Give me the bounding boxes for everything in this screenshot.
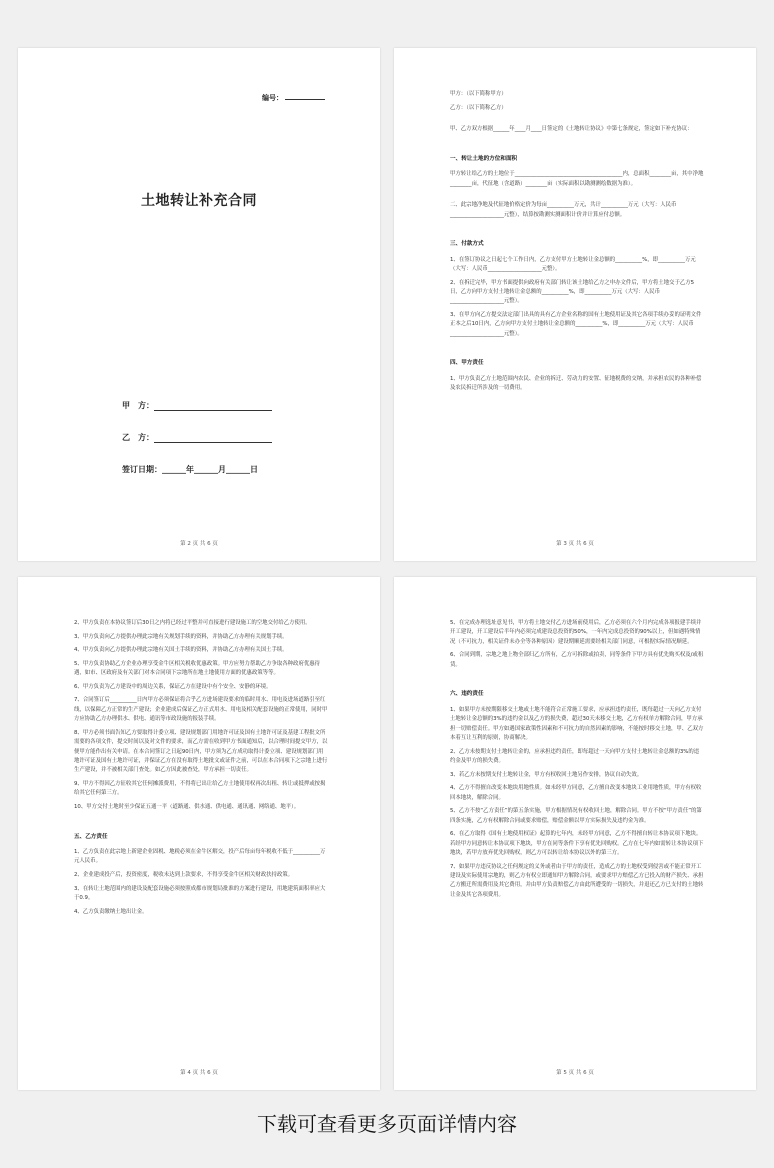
page-4	[18, 577, 380, 1090]
party-b-blank	[154, 442, 272, 443]
contract-number-label: 编号：	[262, 94, 283, 102]
download-caption: 下载可查看更多页面详情内容	[257, 1112, 517, 1136]
page-cover	[18, 48, 380, 561]
page-5	[394, 577, 756, 1090]
page-footer: 第 2 页 共 6 页	[180, 541, 218, 547]
paragraph: 2、在拆迁完毕，甲方书面提供向政府有关部门转让该土地给乙方之申办文件后，甲方将土地交于乙方5日，乙方向甲方支付土地转让金总额的__________%，即__________万元（大写：人民币____________________元整）。	[450, 279, 695, 305]
paragraph: 乙方：（以下简称乙方）	[450, 104, 507, 111]
page-3	[394, 48, 756, 561]
paragraph: 甲方转让给乙方的土地位于________________________________________内，总面积________亩，其中净地________亩，代征地（含道路）________亩（实际面积以勘测测绘数据为准）。	[450, 171, 704, 187]
spacer	[450, 193, 704, 201]
spacer	[450, 139, 704, 147]
paragraph: 6、甲方负责为乙方建设中的周边关系，保证乙方在建设中有个安全、安静的环境。	[74, 683, 272, 690]
paragraph: 3、若乙方未按期支付土地转让金，甲方有权收回土地另作安排，协议自动失效。	[450, 771, 643, 778]
page-content	[450, 90, 704, 398]
paragraph: 4、甲方负责向乙方提供办理此宗地有关国土手续的资料，并协助乙方办理有关国土手续。	[74, 647, 288, 654]
paragraph: 4、乙方负责缴纳土地出让金。	[74, 908, 148, 915]
page-footer: 第 4 页 共 6 页	[180, 1070, 218, 1076]
page-content	[74, 619, 328, 921]
section-heading: 三、付款方式	[450, 241, 484, 248]
paragraph: 7、合同签订后__________日内甲方必须保证将合乎乙方进场建设要求的临时用水、用电及进场道路引至红线，以保障乙方正常的生产建设；企业建成后保证乙方正式用水、用电及相关配套设施的正常使用，同时甲方应协助乙方办理供水、供电、通讯等市政设施的报装手续。	[74, 697, 328, 723]
section-heading: 四、甲方责任	[450, 360, 484, 367]
paragraph: 二、此宗地净地及代征地价格定价为每亩__________万元，共计__________万元（大写：人民币____________________元整），结算按勘测实测面积计价并计算应付总额。	[450, 202, 677, 218]
paragraph: 5、在完成办理选址意见书，甲方将土地交付乙方进场前使用后，乙方必须在六个月内完成各项报建手续并开工建设，开工建设后半年内必须完成建设总投资的50%，一年内完成总投资的90%以上，但如遇特殊情况（不可抗力，相关证件未办全等各种原因）建设期顺延需要经相关部门同意，可根据实际情况顺延。	[450, 620, 702, 645]
spacer	[450, 343, 704, 351]
paragraph: 10、甲方交付土地时至少保证五通一平（道路通、供水通、供电通、通讯通、网络通、地平）。	[74, 804, 300, 810]
party-b-label: 乙 方：	[122, 433, 154, 442]
page-footer: 第 3 页 共 6 页	[556, 541, 594, 547]
paragraph: 8、甲方必须书面告知乙方要取得计委立项、建设规划部门用地许可证及国有土地许可证及基建工程批文所需要的各项文件，提交时间以及对文件的要求，而乙方需在收到甲方书面通知后，以合理时间提交甲方，以便甲方能作出有关申请。在本合同签订之日起90日内，甲方须为乙方成功取得计委立项、建设规划部门用地许可证及国有土地许可证，并保证乙方在没有取得土地批文或证件之前，可以在本合同项下之宗地上进行生产建设，并不被相关部门查处。如乙方因此被查处，甲方承担一切责任。	[74, 729, 328, 774]
section-heading: 一、转让土地的方位和面积	[450, 155, 518, 162]
paragraph: 6、在乙方取得《国有土地使用权证》起算的七年内，未经甲方同意，乙方不得擅自转让本协议项下地块。若经甲方同意转让本协议项下地块，甲方在同等条件下享有优先回购权。乙方在七年内如需转让本协议项下地块，若甲方放弃优先回购权，则乙方可以转让给本协议以外的第三方。	[450, 831, 704, 857]
paragraph: 3、在甲方向乙方提交法定部门出具的具有乙方企业名称的国有土地使用证及其它各项手续办妥的证明文件正本之后10日内，乙方向甲方支付土地转让金总额的__________%，即__________万元（大写：人民币____________________元整）。	[450, 312, 702, 337]
paragraph: 3、甲方负责向乙方提供办理此宗地有关规划手续的资料，并协助乙方办理有关规划手续。	[74, 633, 288, 640]
contract-number	[262, 93, 325, 103]
paragraph: 5、乙方不按“乙方责任”的第五条实施，甲方根据情况有权收回土地，解除合同。甲方不按“甲方责任”的第四条实施，乙方有权解除合同或要求赔偿，赔偿金额以甲方实际损失及违约金为准。	[450, 808, 702, 824]
party-b-line	[122, 432, 272, 443]
spacer	[74, 817, 328, 825]
sign-date: 签订日期：______年______月______日	[122, 465, 258, 474]
paragraph: 1、乙方负责在此宗地上新建企业固税、地税必须在金牛区解交，投产后每亩每年税收不低于__________万元人民币。	[74, 849, 326, 865]
paragraph: 1、在签订协议之日起七个工作日内，乙方支付甲方土地转让金总额的__________%，即__________万元（大写：人民币____________________元整）。	[450, 256, 696, 272]
party-a-blank	[154, 410, 272, 411]
paragraph: 3、在转让土地范围内的建设及配套设施必须按照成都市规划局批准的方案进行建设，用地建筑面积率应大于0.9。	[74, 885, 326, 901]
spacer	[450, 224, 704, 232]
paragraph: 甲方：（以下简称甲方）	[450, 91, 507, 97]
page-content	[450, 619, 704, 904]
paragraph: 4、乙方不得擅自改变本地块用地性质。如未经甲方同意，乙方擅自改变本地块工业用地性质，甲方有权收回本地块，解除合同。	[450, 785, 702, 801]
section-heading: 五、乙方责任	[74, 833, 108, 840]
spacer	[450, 117, 704, 125]
paragraph: 甲、乙方双方根据______年____月____日签定的《土地转让协议》中第七条规定，签定如下补充协议：	[450, 126, 693, 133]
paragraph: 9、甲方不得因乙方征收其它任何摊派费用，不得将已出让给乙方土地使用权再次出租、转让或抵押或按揭给其它任何第三方。	[74, 781, 326, 797]
paragraph: 2、乙方未按期支付土地转让金的，应承担违约责任，即每超过一天向甲方支付土地转让金总额的3%的违约金及甲方的损失费。	[450, 748, 700, 765]
spacer	[450, 674, 704, 682]
paragraph: 7、如果甲方违反协议之任何规定的义务或者由于甲方的责任，造成乙方的土地权受到侵害或不能正常开工建设及实际使用宗地的，则乙方有权立即通知甲方解除合同，或要求甲方赔偿乙方已投入的财产损失、承担乙方搬迁所需费用及其它费用，并由甲方负责赔偿乙方由此所遭受的一切损失，并退还乙方已支付的土地转让金及其它各项费用。	[450, 863, 704, 898]
contract-title: 土地转让补充合同	[141, 193, 257, 209]
paragraph: 1、如果甲方未按期限移交土地或土地不能符合正常施工要求，应承担违约责任，既每超过一天向乙方支付土地转让金总额的3%的违约金以及乙方的损失费，超过30天未移交土地，乙方有权单方解除合同，甲方承担一切赔偿责任。甲方如遇国家政策性因素和不可抗力的自然因素的影响，不能按时移交土地，甲、乙双方本着互让互利的原则，协商解决。	[450, 706, 704, 742]
paragraph: 5、甲方负责协助乙方企业办理享受金牛区相关税收优惠政策。甲方应努力帮助乙方争取各种政府优惠待遇，如市、区政府及有关部门对本合同项下宗地所在地土地使用方面的优惠政策等等。	[74, 660, 321, 677]
section-heading: 六、违约责任	[450, 691, 484, 698]
paragraph: 2、甲方负责在本协议签订后30日之内将已经过平整并可直接进行建设施工的空地交付给乙方使用。	[74, 620, 311, 626]
page-footer: 第 5 页 共 6 页	[556, 1070, 594, 1076]
party-a-label: 甲 方：	[122, 401, 154, 410]
contract-number-blank	[285, 99, 325, 100]
party-a-line	[122, 400, 272, 411]
paragraph: 6、合同到期，宗地之地上物全部归乙方所有，乙方可拆除或拍卖，同等条件下甲方具有优先购买权及/或租赁。	[450, 652, 704, 668]
paragraph: 2、企业建成投产后，投资密度，税收未达到上款要求，不得享受金牛区相关财政扶持政策。	[74, 872, 294, 878]
paragraph: 1、甲方负责乙方土地范围内农民、企业的拆迁、劳动力的安置、征地税费的交纳，并承担农民的各种补偿及农民拆迁所涉及的一切费用。	[450, 375, 702, 392]
